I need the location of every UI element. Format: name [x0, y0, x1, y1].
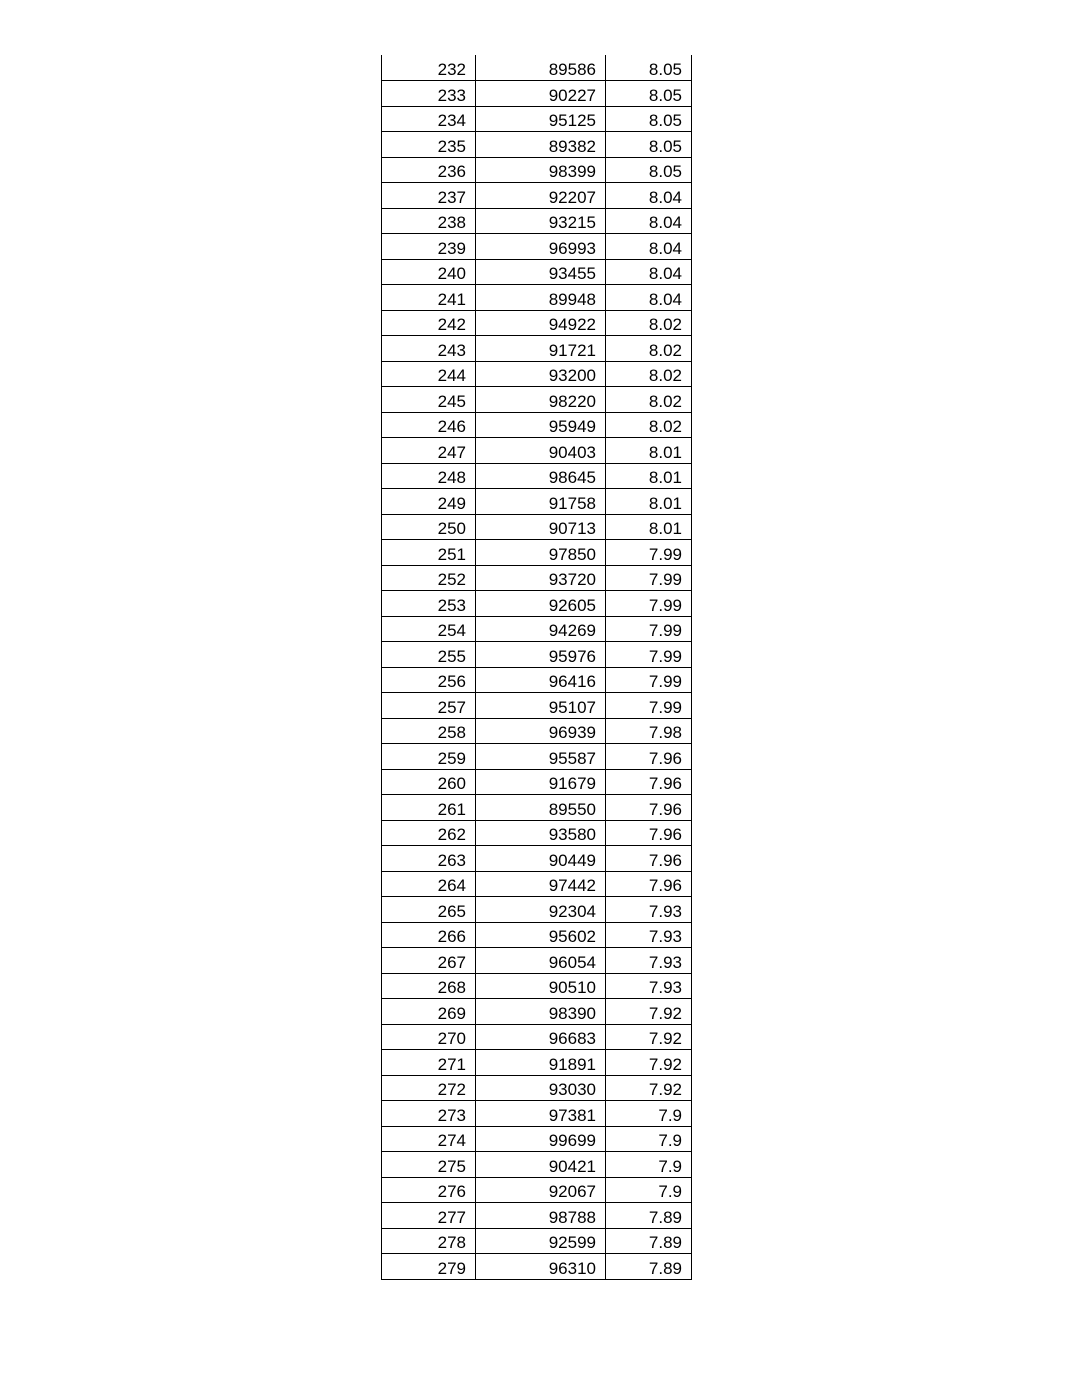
id-cell: 91758 [476, 489, 606, 515]
rank-cell: 265 [382, 897, 476, 923]
id-cell: 91891 [476, 1050, 606, 1076]
table-row [382, 718, 692, 744]
score-cell: 7.96 [606, 744, 692, 770]
id-cell: 89948 [476, 285, 606, 311]
id-cell: 93580 [476, 820, 606, 846]
rank-cell: 250 [382, 514, 476, 540]
score-cell: 7.96 [606, 820, 692, 846]
rank-cell: 259 [382, 744, 476, 770]
table-row [382, 565, 692, 591]
id-cell: 95587 [476, 744, 606, 770]
rank-cell: 234 [382, 106, 476, 132]
table-row [382, 514, 692, 540]
id-cell: 93200 [476, 361, 606, 387]
id-cell: 92605 [476, 591, 606, 617]
rank-cell: 232 [382, 55, 476, 81]
table-row [382, 157, 692, 183]
score-cell: 7.96 [606, 846, 692, 872]
table-row [382, 999, 692, 1025]
score-cell: 7.99 [606, 565, 692, 591]
table-row [382, 310, 692, 336]
rank-cell: 237 [382, 183, 476, 209]
id-cell: 94922 [476, 310, 606, 336]
rank-cell: 242 [382, 310, 476, 336]
rank-cell: 255 [382, 642, 476, 668]
table-row [382, 387, 692, 413]
rank-cell: 263 [382, 846, 476, 872]
table-row [382, 208, 692, 234]
id-cell: 95976 [476, 642, 606, 668]
table-row [382, 361, 692, 387]
rank-cell: 277 [382, 1203, 476, 1229]
table-row [382, 234, 692, 260]
table-row [382, 744, 692, 770]
score-cell: 7.89 [606, 1254, 692, 1280]
score-cell: 7.93 [606, 973, 692, 999]
table-row [382, 973, 692, 999]
id-cell: 96416 [476, 667, 606, 693]
score-cell: 7.92 [606, 1050, 692, 1076]
score-cell: 7.89 [606, 1228, 692, 1254]
score-cell: 7.92 [606, 1075, 692, 1101]
id-cell: 90227 [476, 81, 606, 107]
rank-cell: 279 [382, 1254, 476, 1280]
id-cell: 98399 [476, 157, 606, 183]
id-cell: 95107 [476, 693, 606, 719]
score-cell: 7.96 [606, 769, 692, 795]
table-row [382, 1024, 692, 1050]
rank-cell: 270 [382, 1024, 476, 1050]
table-row [382, 1152, 692, 1178]
rank-cell: 246 [382, 412, 476, 438]
id-cell: 89382 [476, 132, 606, 158]
table-row [382, 1254, 692, 1280]
table-row [382, 1075, 692, 1101]
table-row [382, 489, 692, 515]
table-row [382, 438, 692, 464]
rank-cell: 261 [382, 795, 476, 821]
spreadsheet-page [381, 55, 691, 1280]
score-cell: 8.02 [606, 310, 692, 336]
id-cell: 89550 [476, 795, 606, 821]
table-row [382, 871, 692, 897]
rank-cell: 254 [382, 616, 476, 642]
id-cell: 93030 [476, 1075, 606, 1101]
rank-cell: 271 [382, 1050, 476, 1076]
table-row [382, 336, 692, 362]
id-cell: 95602 [476, 922, 606, 948]
score-cell: 8.02 [606, 336, 692, 362]
score-cell: 8.01 [606, 514, 692, 540]
rank-cell: 268 [382, 973, 476, 999]
rank-cell: 233 [382, 81, 476, 107]
rank-cell: 249 [382, 489, 476, 515]
table-row [382, 1126, 692, 1152]
score-cell: 8.02 [606, 387, 692, 413]
score-cell: 8.04 [606, 234, 692, 260]
rank-cell: 239 [382, 234, 476, 260]
rank-cell: 245 [382, 387, 476, 413]
rank-cell: 248 [382, 463, 476, 489]
id-cell: 96310 [476, 1254, 606, 1280]
rank-cell: 251 [382, 540, 476, 566]
rank-cell: 236 [382, 157, 476, 183]
rank-cell: 243 [382, 336, 476, 362]
score-cell: 7.93 [606, 948, 692, 974]
id-cell: 97442 [476, 871, 606, 897]
table-row [382, 769, 692, 795]
table-body [382, 55, 692, 1279]
id-cell: 90713 [476, 514, 606, 540]
rank-cell: 262 [382, 820, 476, 846]
rank-cell: 276 [382, 1177, 476, 1203]
table-row [382, 106, 692, 132]
table-row [382, 412, 692, 438]
table-row [382, 820, 692, 846]
score-cell: 8.05 [606, 157, 692, 183]
score-cell: 7.96 [606, 795, 692, 821]
score-cell: 8.05 [606, 55, 692, 81]
table-row [382, 259, 692, 285]
score-cell: 8.05 [606, 132, 692, 158]
id-cell: 97850 [476, 540, 606, 566]
table-row [382, 897, 692, 923]
score-cell: 7.89 [606, 1203, 692, 1229]
rank-cell: 252 [382, 565, 476, 591]
rank-cell: 266 [382, 922, 476, 948]
score-cell: 7.99 [606, 616, 692, 642]
rank-cell: 269 [382, 999, 476, 1025]
table-row [382, 1228, 692, 1254]
rank-cell: 235 [382, 132, 476, 158]
table-row [382, 1101, 692, 1127]
table-row [382, 132, 692, 158]
table-row [382, 795, 692, 821]
score-cell: 8.05 [606, 81, 692, 107]
id-cell: 93720 [476, 565, 606, 591]
table-row [382, 55, 692, 81]
id-cell: 90403 [476, 438, 606, 464]
id-cell: 94269 [476, 616, 606, 642]
id-cell: 93455 [476, 259, 606, 285]
rank-cell: 244 [382, 361, 476, 387]
id-cell: 96939 [476, 718, 606, 744]
score-cell: 7.99 [606, 693, 692, 719]
rank-cell: 258 [382, 718, 476, 744]
rank-cell: 272 [382, 1075, 476, 1101]
rank-cell: 238 [382, 208, 476, 234]
table-row [382, 540, 692, 566]
score-cell: 7.96 [606, 871, 692, 897]
score-cell: 8.04 [606, 183, 692, 209]
id-cell: 98390 [476, 999, 606, 1025]
rank-cell: 273 [382, 1101, 476, 1127]
id-cell: 98788 [476, 1203, 606, 1229]
rank-cell: 274 [382, 1126, 476, 1152]
score-cell: 7.9 [606, 1152, 692, 1178]
id-cell: 90449 [476, 846, 606, 872]
id-cell: 96683 [476, 1024, 606, 1050]
id-cell: 98645 [476, 463, 606, 489]
score-cell: 8.04 [606, 259, 692, 285]
rank-cell: 247 [382, 438, 476, 464]
score-cell: 7.99 [606, 591, 692, 617]
score-cell: 8.02 [606, 361, 692, 387]
score-cell: 8.01 [606, 438, 692, 464]
score-cell: 8.02 [606, 412, 692, 438]
id-cell: 96993 [476, 234, 606, 260]
rank-cell: 240 [382, 259, 476, 285]
id-cell: 90421 [476, 1152, 606, 1178]
score-cell: 7.99 [606, 642, 692, 668]
id-cell: 92304 [476, 897, 606, 923]
score-cell: 8.01 [606, 489, 692, 515]
table-row [382, 183, 692, 209]
table-row [382, 463, 692, 489]
table-row [382, 1203, 692, 1229]
table-row [382, 81, 692, 107]
score-cell: 8.04 [606, 208, 692, 234]
rank-cell: 275 [382, 1152, 476, 1178]
score-cell: 7.9 [606, 1101, 692, 1127]
id-cell: 90510 [476, 973, 606, 999]
score-cell: 7.9 [606, 1126, 692, 1152]
rank-cell: 260 [382, 769, 476, 795]
table-row [382, 922, 692, 948]
id-cell: 95949 [476, 412, 606, 438]
rank-cell: 264 [382, 871, 476, 897]
table-row [382, 693, 692, 719]
table-row [382, 591, 692, 617]
rank-cell: 256 [382, 667, 476, 693]
table-row [382, 1050, 692, 1076]
rank-cell: 241 [382, 285, 476, 311]
rank-cell: 267 [382, 948, 476, 974]
score-cell: 7.93 [606, 922, 692, 948]
table-row [382, 948, 692, 974]
id-cell: 89586 [476, 55, 606, 81]
id-cell: 97381 [476, 1101, 606, 1127]
rank-cell: 278 [382, 1228, 476, 1254]
rank-cell: 253 [382, 591, 476, 617]
score-cell: 7.92 [606, 999, 692, 1025]
id-cell: 92067 [476, 1177, 606, 1203]
table-row [382, 285, 692, 311]
id-cell: 91721 [476, 336, 606, 362]
score-cell: 8.05 [606, 106, 692, 132]
id-cell: 93215 [476, 208, 606, 234]
id-cell: 92599 [476, 1228, 606, 1254]
score-cell: 7.99 [606, 667, 692, 693]
table-row [382, 667, 692, 693]
data-table [381, 55, 692, 1280]
id-cell: 95125 [476, 106, 606, 132]
id-cell: 99699 [476, 1126, 606, 1152]
table-row [382, 846, 692, 872]
rank-cell: 257 [382, 693, 476, 719]
score-cell: 7.9 [606, 1177, 692, 1203]
table-row [382, 642, 692, 668]
score-cell: 7.98 [606, 718, 692, 744]
score-cell: 7.92 [606, 1024, 692, 1050]
table-row [382, 1177, 692, 1203]
score-cell: 8.01 [606, 463, 692, 489]
id-cell: 98220 [476, 387, 606, 413]
score-cell: 8.04 [606, 285, 692, 311]
id-cell: 92207 [476, 183, 606, 209]
id-cell: 91679 [476, 769, 606, 795]
id-cell: 96054 [476, 948, 606, 974]
table-row [382, 616, 692, 642]
score-cell: 7.93 [606, 897, 692, 923]
score-cell: 7.99 [606, 540, 692, 566]
